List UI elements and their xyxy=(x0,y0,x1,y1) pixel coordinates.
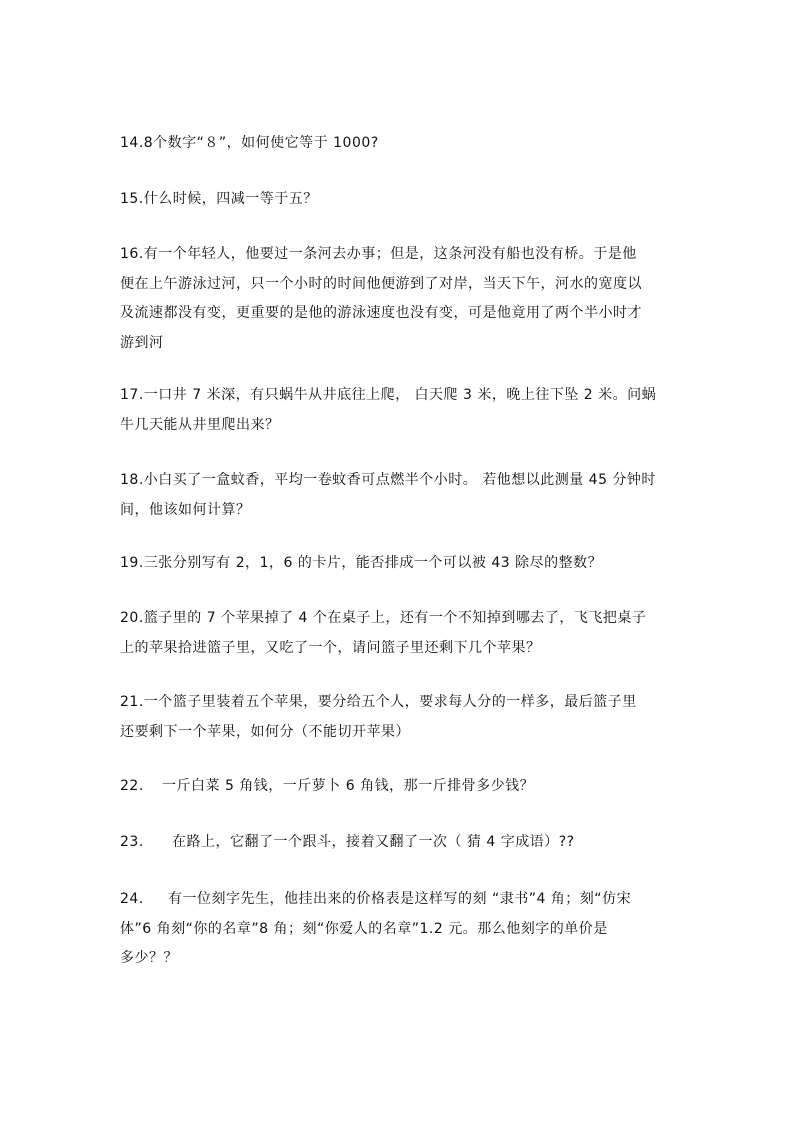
question-line xyxy=(120,772,680,802)
question-number: 22. xyxy=(120,778,144,794)
question-line xyxy=(120,828,680,858)
question-21 xyxy=(120,688,680,747)
question-line xyxy=(120,688,680,718)
question-number: 19. xyxy=(120,555,144,571)
question-line: 还要剩下一个苹果，如何分（不能切开苹果） xyxy=(120,723,410,740)
question-line: 体”6 角刻“你的名章”8 角；刻“你爱人的名章”1.2 元。那么他刻字的单价是 xyxy=(120,920,608,937)
question-line: 及流速都没有变，更重要的是他的游泳速度也没有变，可是他竟用了两个半小时才 xyxy=(120,305,642,321)
question-text: 小白买了一盒蚊香，平均一卷蚊香可点燃半个小时。 若他想以此测量 45 分钟时 xyxy=(143,472,656,488)
question-15 xyxy=(120,185,680,215)
question-line: 牛几天能从井里爬出来？ xyxy=(120,416,280,433)
question-text: 有一位刻字先生，他挂出来的价格表是这样写的刻 “隶书”4 角；刻“仿宋 xyxy=(168,891,632,907)
question-number: 16. xyxy=(120,246,144,262)
question-text: 一斤白菜 5 角钱，一斤萝卜 6 角钱，那一斤排骨多少钱？ xyxy=(162,778,535,794)
question-number: 18. xyxy=(120,472,144,488)
question-text: 有一个年轻人，他要过一条河去办事；但是，这条河没有船也没有桥。于是他 xyxy=(143,246,637,262)
question-line: 上的苹果拾进篮子里，又吃了一个，请问篮子里还剩下几个苹果？ xyxy=(120,639,541,656)
question-line xyxy=(120,604,680,634)
question-line xyxy=(120,885,680,915)
question-line xyxy=(120,185,680,215)
question-20 xyxy=(120,604,680,663)
question-text: 什么时候，四减一等于五？ xyxy=(143,191,318,207)
question-number: 15. xyxy=(120,191,144,207)
question-line xyxy=(120,549,680,579)
question-24 xyxy=(120,885,680,974)
question-number: 14. xyxy=(120,135,144,151)
question-number: 24. xyxy=(120,891,144,907)
question-18 xyxy=(120,466,680,525)
question-text: 8个数字“８”，如何使它等于 1000? xyxy=(143,135,379,151)
question-text: 在路上，它翻了一个跟斗，接着又翻了一次（ 猜 4 字成语）?? xyxy=(172,834,575,850)
question-number: 21. xyxy=(120,694,144,710)
question-line: 游到河 xyxy=(120,334,164,351)
question-line xyxy=(120,381,680,411)
question-19 xyxy=(120,549,680,579)
question-23 xyxy=(120,828,680,858)
question-text: 一个篮子里装着五个苹果，要分给五个人，要求每人分的一样多，最后篮子里 xyxy=(143,694,637,710)
question-line: 间，他该如何计算？ xyxy=(120,501,251,518)
question-line: 便在上午游泳过河，只一个小时的时间他便游到了对岸，当天下午，河水的宽度以 xyxy=(120,275,642,292)
question-text: 一口井 7 米深，有只蜗牛从井底往上爬， 白天爬 3 米，晚上往下坠 2 米。问蜗 xyxy=(143,387,657,403)
question-text: 三张分别写有 2，1，6 的卡片，能否排成一个可以被 43 除尽的整数？ xyxy=(143,555,603,571)
question-number: 20. xyxy=(120,610,144,626)
question-text: 篮子里的 7 个苹果掉了 4 个在桌子上，还有一个不知掉到哪去了，飞飞把桌子 xyxy=(143,610,647,626)
question-17 xyxy=(120,381,680,440)
question-line xyxy=(120,129,680,159)
question-number: 17. xyxy=(120,387,144,403)
question-number: 23. xyxy=(120,834,144,850)
question-22 xyxy=(120,772,680,802)
question-16 xyxy=(120,240,680,358)
question-14 xyxy=(120,129,680,159)
question-line xyxy=(120,240,680,270)
question-line: 多少？？ xyxy=(120,950,178,966)
question-line xyxy=(120,466,680,496)
